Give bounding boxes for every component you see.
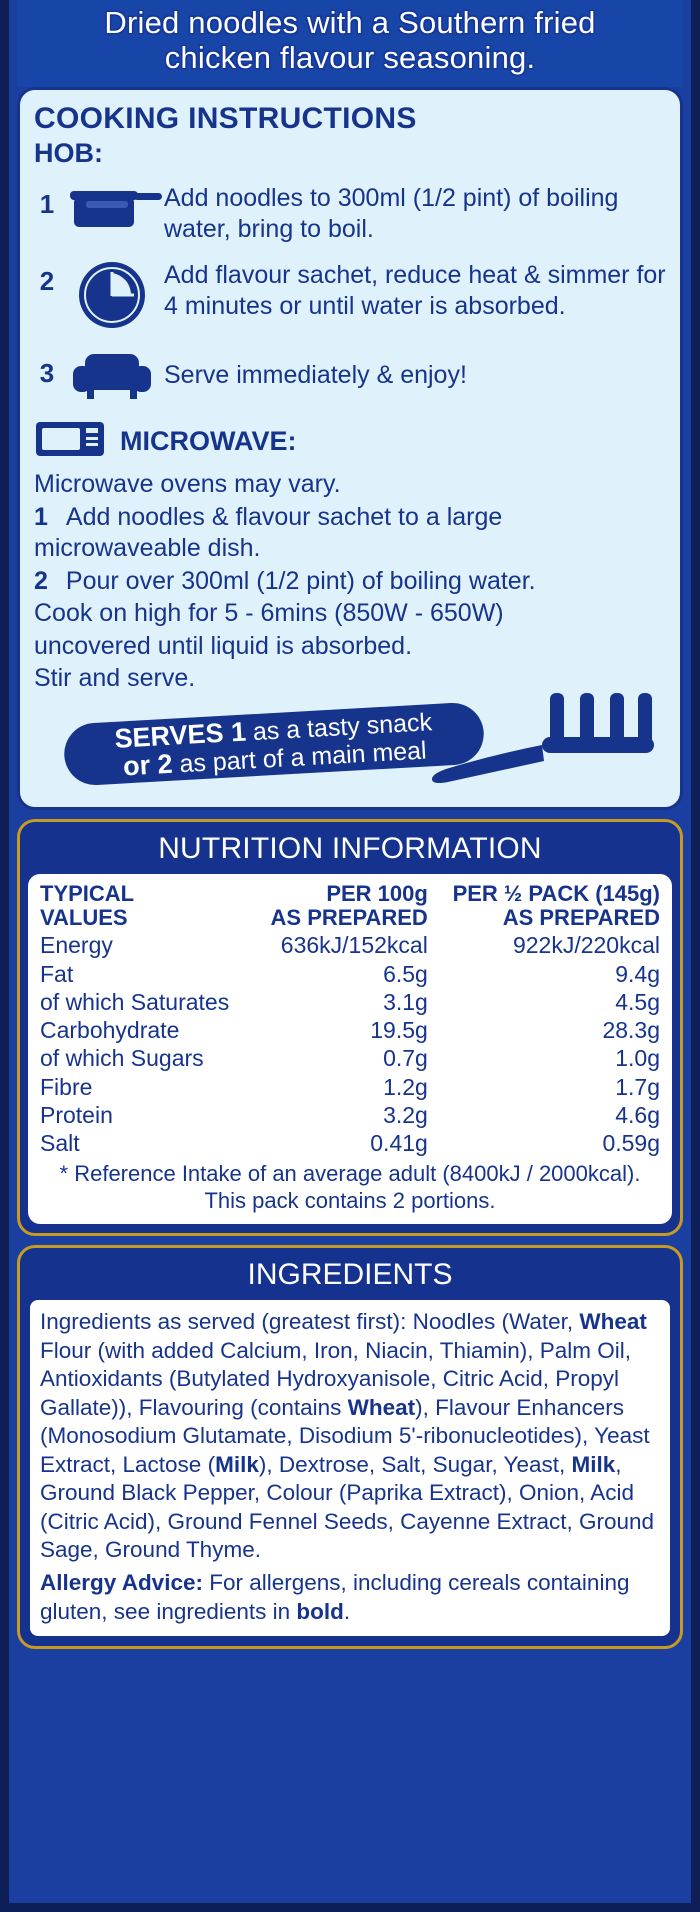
nutrition-body bbox=[40, 931, 660, 1157]
ingredients-allergen-wheat-2: Wheat bbox=[347, 1394, 416, 1420]
nutrition-perpack: 1.0g bbox=[615, 1045, 660, 1072]
table-row bbox=[40, 1101, 660, 1129]
serves-rest-2: as part of a main meal bbox=[171, 736, 428, 779]
product-description-banner bbox=[17, 0, 683, 87]
serves-badge-area bbox=[34, 701, 666, 793]
allergy-advice bbox=[40, 1569, 660, 1626]
allergy-advice-label: Allergy Advice: bbox=[40, 1570, 203, 1596]
ingredients-allergen-milk-1: Milk bbox=[215, 1451, 259, 1477]
hob-step-3 bbox=[34, 344, 666, 404]
microwave-extra-line-3: Stir and serve. bbox=[34, 664, 196, 693]
table-row bbox=[40, 1016, 660, 1044]
nutrition-label: of which Sugars bbox=[40, 1045, 204, 1072]
per100g-line-1: PER 100g bbox=[326, 880, 428, 906]
microwave-step-1 bbox=[34, 502, 666, 565]
nutrition-perpack: 4.5g bbox=[615, 988, 660, 1015]
nutrition-per100g: 1.2g bbox=[383, 1073, 428, 1100]
ingredients-text-3: ), Flavour Enhancers (Monosodium Glutamate, Disodium 5'-ribonucleotides), Yeast Extract, Lactose ( bbox=[40, 1394, 650, 1477]
nutrition-table bbox=[40, 882, 660, 1157]
hob-title: HOB: bbox=[34, 138, 103, 169]
nutrition-perpack: 4.6g bbox=[615, 1101, 660, 1128]
table-row bbox=[40, 960, 660, 988]
table-row bbox=[40, 1129, 660, 1157]
nutrition-perpack: 922kJ/220kcal bbox=[512, 932, 660, 959]
nutrition-perpack: 9.4g bbox=[615, 960, 660, 987]
per100g-line-2: AS PREPARED bbox=[270, 904, 428, 930]
hob-step-2-text: Add flavour sachet, reduce heat & simmer for 4 minutes or until water is absorbed. bbox=[164, 261, 666, 320]
nutrition-per100g: 19.5g bbox=[370, 1017, 428, 1044]
nutrition-label: Salt bbox=[40, 1129, 80, 1156]
microwave-extra-line-1: Cook on high for 5 - 6mins (850W - 650W) bbox=[34, 599, 504, 628]
nutrition-per100g: 636kJ/152kcal bbox=[280, 932, 428, 959]
armchair-icon bbox=[60, 344, 164, 404]
nutrition-label: Protein bbox=[40, 1101, 113, 1128]
ingredients-title: INGREDIENTS bbox=[247, 1257, 453, 1291]
microwave-step-1-number: 1 bbox=[34, 502, 48, 531]
cooking-instructions-title: COOKING INSTRUCTIONS bbox=[34, 102, 417, 136]
saucepan-icon bbox=[60, 175, 164, 239]
microwave-step-2 bbox=[34, 566, 666, 598]
ingredients-text-5: , Ground Black Pepper, Colour (Paprika Extract), Onion, Acid (Citric Acid), Ground Fennel Seeds, Cayenne Extract, Ground Sage, Ground Thyme. bbox=[40, 1451, 655, 1563]
nutrition-panel bbox=[17, 819, 683, 1236]
microwave-step-1-text: Add noodles & flavour sachet to a large microwaveable dish. bbox=[34, 502, 503, 563]
allergy-advice-bold: bold bbox=[296, 1598, 344, 1624]
ingredients-allergen-wheat-1: Wheat bbox=[579, 1308, 647, 1334]
description-line-2: chicken flavour seasoning. bbox=[164, 39, 536, 75]
serves-badge bbox=[63, 701, 486, 786]
table-row bbox=[40, 988, 660, 1016]
hob-step-1-text: Add noodles to 300ml (1/2 pint) of boiling water, bring to boil. bbox=[164, 184, 619, 243]
clock-icon bbox=[60, 252, 164, 336]
nutrition-per100g: 3.2g bbox=[383, 1101, 428, 1128]
hob-step-3-number: 3 bbox=[39, 358, 55, 389]
nutrition-label: Fat bbox=[40, 960, 74, 987]
microwave-icon bbox=[34, 418, 106, 465]
typical-line-2: VALUES bbox=[40, 904, 128, 930]
hob-step-1 bbox=[34, 175, 666, 244]
nutrition-footnote-line-2: This pack contains 2 portions. bbox=[204, 1187, 496, 1213]
nutrition-per100g: 3.1g bbox=[383, 988, 428, 1015]
table-row bbox=[40, 931, 660, 959]
microwave-heading bbox=[34, 418, 666, 465]
nutrition-perpack: 1.7g bbox=[615, 1073, 660, 1100]
ingredients-text-2: Flour (with added Calcium, Iron, Niacin, Thiamin), Palm Oil, Antioxidants (Butylated Hydroxyanisole, Citric Acid, Propyl Gallate)), Flavouring (contains bbox=[40, 1337, 632, 1420]
table-row bbox=[40, 1073, 660, 1101]
nutrition-label: Energy bbox=[40, 932, 113, 959]
nutrition-perpack: 0.59g bbox=[602, 1129, 660, 1156]
description-line-1: Dried noodles with a Southern fried bbox=[104, 5, 596, 40]
nutrition-footnote-line-1: * Reference Intake of an average adult (8400kJ / 2000kcal). bbox=[59, 1161, 641, 1187]
microwave-step-2-number: 2 bbox=[34, 566, 48, 595]
perpack-line-2: AS PREPARED bbox=[502, 904, 660, 930]
serves-bold-1: SERVES 1 bbox=[113, 716, 247, 754]
microwave-intro: Microwave ovens may vary. bbox=[34, 470, 341, 499]
microwave-instructions bbox=[34, 469, 666, 695]
nutrition-label: Carbohydrate bbox=[40, 1017, 180, 1044]
ingredients-panel bbox=[17, 1245, 683, 1649]
nutrition-title: NUTRITION INFORMATION bbox=[158, 831, 542, 865]
nutrition-card bbox=[28, 874, 672, 1224]
hob-step-1-number: 1 bbox=[39, 189, 55, 220]
microwave-title: MICROWAVE: bbox=[120, 426, 297, 457]
nutrition-perpack: 28.3g bbox=[602, 1017, 660, 1044]
table-row bbox=[40, 1044, 660, 1072]
microwave-extra-line-2: uncovered until liquid is absorbed. bbox=[34, 631, 413, 660]
hob-steps bbox=[34, 175, 666, 404]
typical-line-1: TYPICAL bbox=[40, 880, 135, 906]
perpack-line-1: PER ½ PACK (145g) bbox=[452, 880, 660, 906]
nutrition-per100g: 6.5g bbox=[383, 960, 428, 987]
hob-step-2 bbox=[34, 252, 666, 336]
nutrition-label: of which Saturates bbox=[40, 988, 230, 1015]
ingredients-text-1: Ingredients as served (greatest first): Noodles (Water, bbox=[40, 1308, 580, 1334]
allergy-advice-text: For allergens, including cereals containing gluten, see ingredients in bbox=[40, 1570, 630, 1624]
cooking-instructions-panel bbox=[17, 87, 683, 810]
nutrition-col-header-perpack bbox=[428, 882, 660, 932]
nutrition-label: Fibre bbox=[40, 1073, 93, 1100]
hob-step-3-text: Serve immediately & enjoy! bbox=[164, 361, 467, 390]
nutrition-per100g: 0.7g bbox=[383, 1045, 428, 1072]
ingredients-allergen-milk-2: Milk bbox=[571, 1451, 616, 1477]
ingredients-body bbox=[30, 1300, 670, 1636]
hob-step-2-number: 2 bbox=[39, 266, 55, 297]
nutrition-per100g: 0.41g bbox=[370, 1129, 428, 1156]
nutrition-footnote bbox=[40, 1161, 660, 1214]
serves-rest-1: as a tasty snack bbox=[245, 708, 433, 747]
serves-bold-2: or 2 bbox=[122, 748, 174, 782]
ingredients-text-4: ), Dextrose, Salt, Sugar, Yeast, bbox=[258, 1451, 572, 1477]
nutrition-col-header-per100g bbox=[252, 882, 428, 932]
nutrition-header-row bbox=[40, 882, 660, 932]
allergy-advice-end: . bbox=[343, 1598, 351, 1624]
microwave-step-2-text: Pour over 300ml (1/2 pint) of boiling water. bbox=[65, 566, 536, 595]
nutrition-col-header-typical bbox=[40, 882, 252, 932]
